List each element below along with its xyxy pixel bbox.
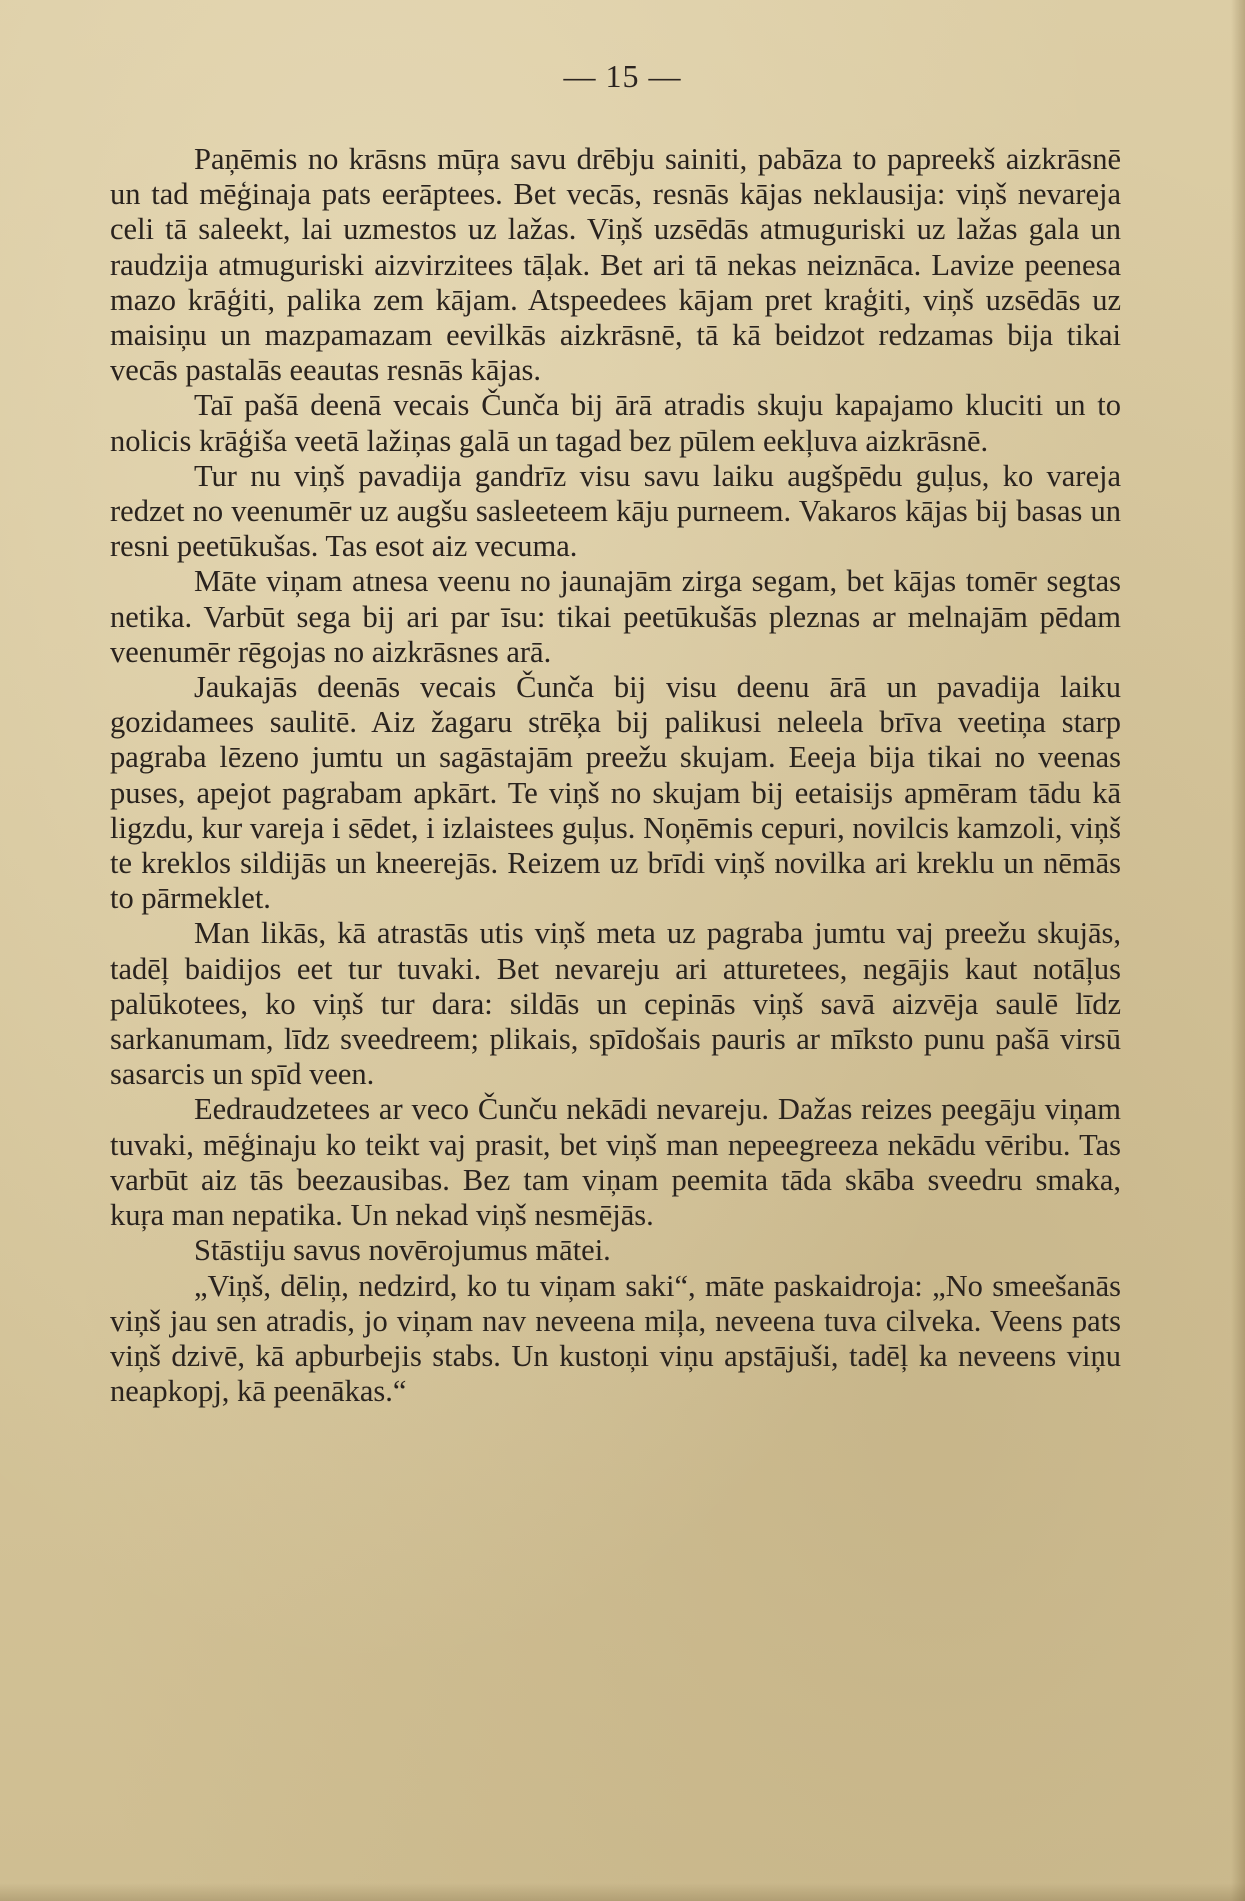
paragraph: Paņēmis no krāsns mūŗa savu drēbju sainiti, pabāza to papreekš aizkrāsnē un tad mēģinaja pats eerāptees. Bet vecās, resnās kājas neklausija: viņš nevareja celi tā saleekt, lai uzmestos uz lažas. Viņš uzsēdās atmuguriski uz lažas gala un raudzija atmuguriski aizvirzitees tāļak. Bet ari tā nekas neiznāca. Lavize peenesa mazo krāģiti, palika zem kājam. Atspeedees kājam pret kraģiti, viņš uzsēdās uz maisiņu un mazpamazam eevilkās aizkrāsnē, tā kā beidzot redzamas bija tikai vecās pastalās eeautas resnās kājas.	[110, 142, 1121, 388]
paragraph: Tur nu viņš pavadija gandrīz visu savu laiku augšpēdu guļus, ko vareja redzet no veenumēr uz augšu sasleeteem kāju purneem. Vakaros kājas bij basas un resni peetūkušas. Tas esot aiz vecuma.	[110, 458, 1121, 564]
paragraph: Taī pašā deenā vecais Čunča bij ārā atradis skuju kapajamo kluciti un to nolicis krāģiša veetā lažiņas galā un tagad bez pūlem eekļuva aizkrāsnē.	[110, 388, 1121, 458]
page-number: — 15 —	[563, 58, 682, 94]
paragraph: Māte viņam atnesa veenu no jaunajām zirga segam, bet kājas tomēr segtas netika. Varbūt sega bij ari par īsu: tikai peetūkušās pleznas ar melnajām pēdam veenumēr rēgojas no aizkrāsnes arā.	[110, 564, 1121, 669]
page-edge-shadow	[1231, 0, 1245, 1901]
paragraph: Man likās, kā atrastās utis viņš meta uz pagraba jumtu vaj preežu skujās, tadēļ baidijos eet tur tuvaki. Bet nevareju ari atturetees, negājis kaut notāļus palūkotees, ko viņš tur dara: sildās un cepinās viņš savā aizvēja saulē līdz sarkanumam, līdz sveedreem; plikais, spīdošais pauris ar mīksto punu pašā virsū sasarcis un spīd veen.	[110, 916, 1121, 1092]
paragraph: „Viņš, dēliņ, nedzird, ko tu viņam saki“, māte paskaidroja: „No smeešanās viņš jau sen atradis, jo viņam nav neveena miļa, neveena tuva cilveka. Veens pats viņš dzivē, kā apburbejis stabs. Un kustoņi viņu apstājuši, tadēļ ka neveens viņu neapkopj, kā peenākas.“	[110, 1268, 1121, 1409]
body-text	[110, 142, 1121, 1409]
page-bottom-shadow	[0, 1883, 1245, 1901]
paragraph: Stāstiju savus novērojumus mātei.	[194, 1233, 611, 1268]
paragraph: Eedraudzetees ar veco Čunču nekādi nevareju. Dažas reizes peegāju viņam tuvaki, mēģinaju ko teikt vaj prasit, bet viņš man nepeegreeza nekādu vēribu. Tas varbūt aiz tās beezausibas. Bez tam viņam peemita tāda skāba sveedru smaka, kuŗa man nepatika. Un nekad viņš nesmējās.	[110, 1092, 1121, 1233]
paragraph: Jaukajās deenās vecais Čunča bij visu deenu ārā un pavadija laiku gozidamees saulitē. Aiz žagaru strēķa bij palikusi neleela brīva veetiņa starp pagraba lēzeno jumtu un sagāstajām preežu skujam. Eeeja bija tikai no veenas puses, apejot pagrabam apkārt. Te viņš no skujam bij eetaisijs apmēram tādu kā ligzdu, kur vareja i sēdet, i izlaistees guļus. Noņēmis cepuri, novilcis kamzoli, viņš te kreklos sildijās un kneerejās. Reizem uz brīdi viņš novilka ari kreklu un nēmās to pārmeklet.	[110, 670, 1121, 916]
